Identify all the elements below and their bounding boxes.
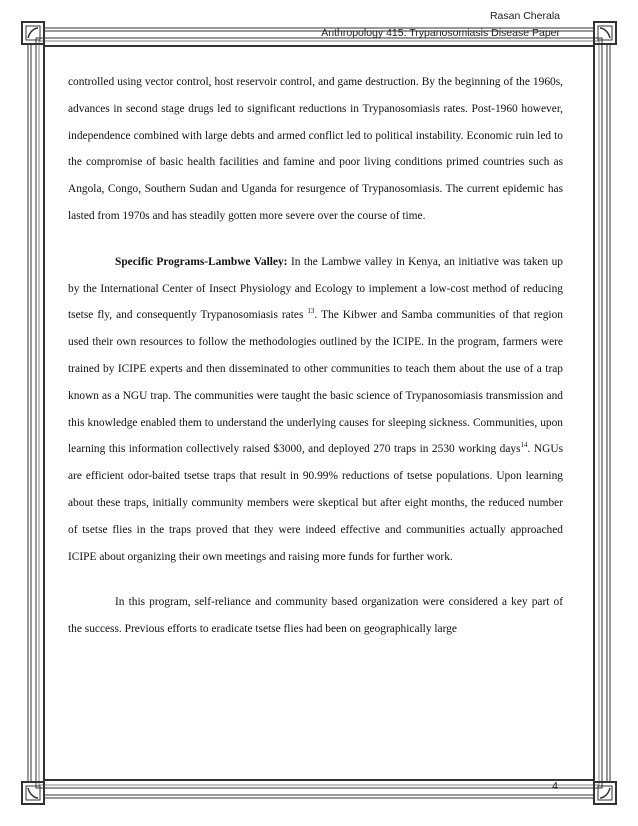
body-text [68,69,563,643]
paragraph-2-text-a: In the Lambwe valley in Kenya, an initiative was taken up by the International Center of Insect Physiology and Ecology to implement a low-cost method of reducing tsetse fly, and consequently Trypanosomiasis rates [68,255,564,322]
paragraph-3: In this program, self-reliance and community based organization were considered a key part of the success. Previous efforts to eradicate tsetse flies had been on geographically large [68,596,563,636]
page-header [321,8,560,42]
footnote-ref-14[interactable]: 14 [520,441,528,450]
paragraph-2 [68,249,563,571]
page-number: 4 [552,780,558,792]
paragraph-2-text-b: . The Kibwer and Samba communities of that region used their own resources to follow the methodologies outlined by the ICIPE. In the program, farmers were trained by ICIPE experts and then disseminated to other communities to teach them about the use of a trap known as a NGU trap. The communities were taught the basic science of Trypanosomiasis transmission and this knowledge enabled them to understand the underlying causes for sleeping sickness. Communities, upon learning this information collectively raised $3000, and deployed 270 traps in 2530 working days [68,309,563,456]
paragraph-1: controlled using vector control, host reservoir control, and game destruction. By the beginning of the 1960s, advances in second stage drugs led to significant reductions in Trypanosomiasis rates. Post-1960 however, independence combined with large debts and armed conflict led to political instability. Economic ruin led to the compromise of basic health facilities and famine and poor living conditions primed countries such as Angola, Congo, Southern Sudan and Uganda for resurgence of Trypanosomiasis. The current epidemic has lasted from 1970s and has steadily gotten more severe over the course of time. [68,76,563,222]
section-heading: Specific Programs-Lambwe Valley: [115,255,288,268]
header-author: Rasan Cherala [489,10,560,22]
footnote-ref-13[interactable]: 13 [307,307,315,316]
header-course-title: Anthropology 415: Trypanosomiasis Disease Paper [321,27,560,39]
paragraph-2-text-c: . NGUs are efficient odor-baited tsetse traps that result in 90.99% reductions of tsetse populations. Upon learning about these traps, initially community members were skeptical but after eight months, the reduced number of tsetse flies in the traps proved that they were indeed effective and communities actually approached ICIPE about organizing their own meetings and raising more funds for further work. [68,443,563,563]
